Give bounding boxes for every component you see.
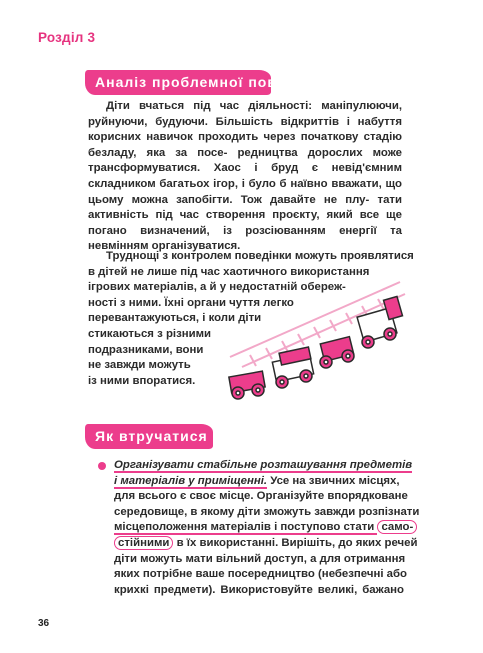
circled-text: стійними — [114, 536, 173, 550]
paragraph-line: не завжди можуть — [88, 359, 191, 372]
paragraph-children-learn — [88, 99, 402, 255]
paragraph-line: Труднощі з контролем поведінки можуть проявлятися — [106, 250, 414, 262]
paragraph-line: перевантажуються, і коли діти — [88, 312, 262, 325]
paragraph-line: погано визначений, із розсіюванням енергії та невмінням — [88, 224, 402, 253]
paragraph-line — [114, 474, 404, 490]
paragraph-line: крихкі предмети). Використовуйте великі, бажано — [114, 583, 404, 596]
paragraph-line — [114, 536, 418, 552]
paragraph-text: Усе на звичних місцях, — [267, 474, 400, 487]
paragraph-line: проходить через початкову стадію безладу, яка за посе- — [88, 131, 402, 159]
paragraph-line: із ними впоратися. — [88, 374, 196, 387]
paragraph-line: середовище, в якому діти зможуть завжди розпізнати — [114, 505, 420, 518]
paragraph-line: тати активність під час створення проєкту, який все ще — [88, 193, 403, 222]
paragraph-line: вважати, що цьому можна запобігти. Тож давайте не плу- — [88, 177, 402, 206]
underlined-text: Організувати стабільне розташування предметів — [114, 459, 413, 471]
paragraph-line: подразниками, вони — [88, 343, 204, 356]
paragraph-line: організуватися. — [151, 240, 241, 253]
paragraph-line: будуючи. Більшість відкриттів і набуття корисних навичок — [88, 115, 402, 144]
circled-text: само- — [377, 520, 417, 534]
paragraph-line: ігрових матеріалів, а й у недостатній обереж- — [88, 281, 346, 294]
paragraph-line — [114, 520, 414, 536]
paragraph-line: в дітей не лише під час хаотичного використання — [88, 265, 370, 278]
section-heading-intervention: Як втручатися — [85, 424, 213, 449]
paragraph-line: яких потрібне ваше посередництво (небезпечні або — [114, 568, 407, 581]
paragraph-line: для всього є своє місце. Організуйте впорядковане — [114, 490, 408, 503]
paragraph-organize-space — [114, 458, 420, 598]
paragraph-line: є невід'ємним складником багатьох ігор, і було б наївно — [88, 162, 402, 190]
paragraph-line: Діти вчаться під час діяльності: маніпулюючи, руйнуючи, — [88, 100, 402, 128]
page-number: 36 — [38, 618, 50, 629]
paragraph-line: діти можуть мати вільний доступ, а для отримання — [114, 552, 406, 565]
section-heading-analysis: Аналіз проблемної поведінки — [85, 70, 271, 95]
underlined-text: і матеріалів у приміщенні. — [114, 474, 268, 487]
paragraph-line: стикаються з різними — [88, 327, 212, 340]
underlined-text: місцеположення матеріалів і поступово стати — [114, 521, 378, 534]
toy-train-illustration — [210, 262, 410, 402]
paragraph-text: в їх використанні. Вирішіть, до яких речей — [173, 536, 418, 549]
emphasis-line — [114, 458, 413, 474]
bullet-dot — [98, 462, 106, 470]
paragraph-line: ності з ними. Їхні органи чуття легко — [88, 296, 294, 309]
chapter-label: Розділ 3 — [38, 30, 96, 45]
paragraph-line: редництва дорослих може трансформуватися. Хаос і бруд — [88, 146, 402, 175]
